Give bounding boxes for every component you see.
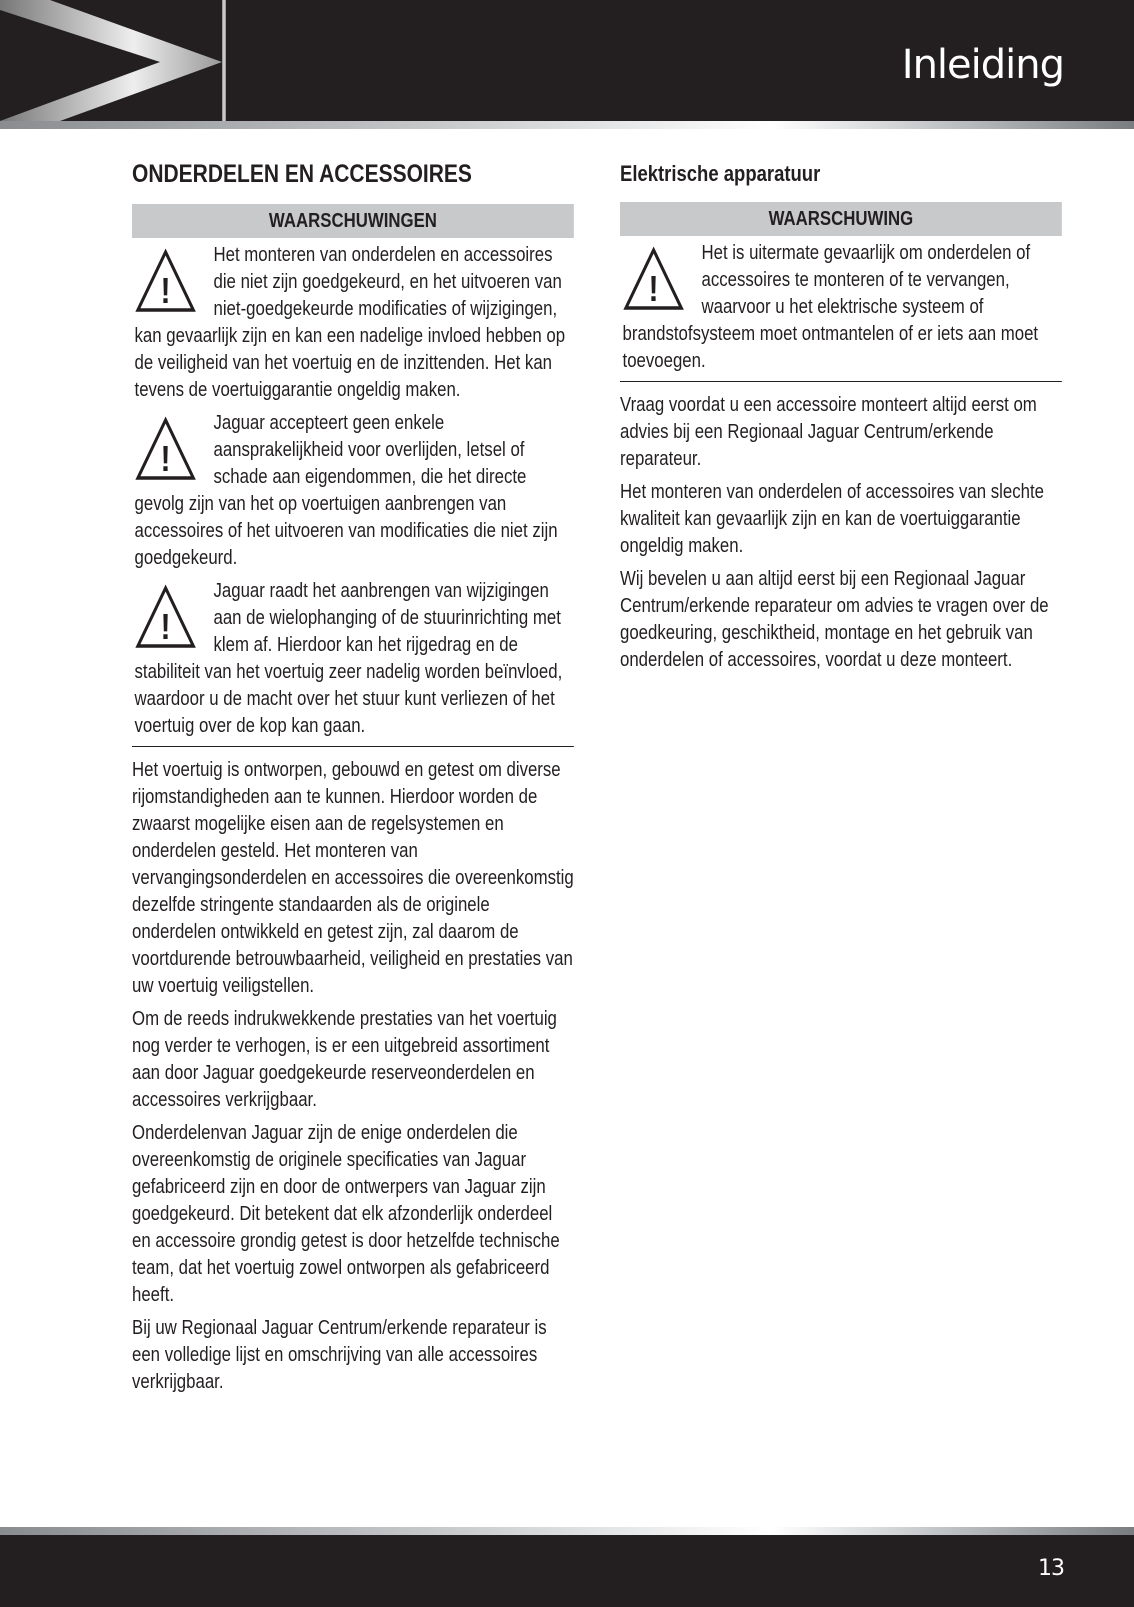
warning-triangle-icon (135, 248, 214, 314)
paragraph: Wij bevelen u aan altijd eerst bij een Regionaal Jaguar Centrum/erkende reparateur om advies te vragen over de goedkeuring, geschiktheid, montage en het gebruik van onderdelen of accessoires, voordat u deze monteert. (620, 568, 1049, 671)
warning-triangle-icon (623, 246, 702, 312)
page-number: 13 (1038, 1556, 1064, 1581)
header-divider (222, 0, 226, 121)
right-column (620, 158, 1062, 680)
left-column (132, 158, 574, 1402)
paragraph: Het monteren van onderdelen of accessoires van slechte kwaliteit kan gevaarlijk zijn en kan de voertuiggarantie ongeldig maken. (620, 481, 1044, 557)
paragraph: Bij uw Regionaal Jaguar Centrum/erkende reparateur is een volledige lijst en omschrijving van alle accessoires verkrijgbaar. (132, 1317, 547, 1393)
header-band (0, 121, 1134, 129)
warning-text: Het is uitermate gevaarlijk om onderdelen of accessoires te monteren of te vervangen, waarvoor u het elektrische systeem of brandstofsysteem moet ontmantelen of er iets aan moet toevoegen. (622, 242, 1039, 372)
warning-triangle-icon (135, 584, 214, 650)
section-title: Inleiding (901, 42, 1064, 88)
divider (132, 746, 574, 747)
svg-text:!: ! (160, 439, 171, 480)
paragraph: Vraag voordat u een accessoire monteert altijd eerst om advies bij een Regionaal Jaguar Centrum/erkende reparateur. (620, 394, 1037, 470)
svg-text:!: ! (160, 271, 171, 312)
chevron-logo-icon (0, 0, 222, 121)
divider (620, 381, 1062, 382)
svg-text:!: ! (648, 269, 659, 310)
page-footer (0, 1535, 1134, 1607)
warning-item (132, 410, 574, 572)
paragraph: Het voertuig is ontworpen, gebouwd en getest om diverse rijomstandigheden aan te kunnen. Hierdoor worden de zwaarst mogelijke eisen aan de regelsystemen en onderdelen gesteld. Het monteren van vervangingsonderdelen en accessoires die overeenkomstig dezelfde stringente standaarden als de originele onderdelen ontwikkeld en getest zijn, zal daarom de voortdurende betrouwbaarheid, veiligheid en prestaties van uw voertuig veiligstellen. (132, 759, 574, 997)
paragraph: Onderdelenvan Jaguar zijn de enige onderdelen die overeenkomstig de originele specificaties van Jaguar gefabriceerd zijn en door de ontwerpers van Jaguar zijn goedgekeurd. Dit betekent dat elk afzonderlijk onderdeel en accessoire grondig getest is door hetzelfde technische team, dat het voertuig zowel ontworpen als gefabriceerd heeft. (132, 1122, 560, 1306)
warning-triangle-icon (135, 416, 214, 482)
subsection-heading: Elektrische apparatuur (620, 161, 821, 186)
page-header (0, 0, 1134, 121)
warning-title-bar: WAARSCHUWING (620, 202, 1062, 236)
svg-text:!: ! (160, 607, 171, 648)
paragraph: Om de reeds indrukwekkende prestaties van het voertuig nog verder te verhogen, is er een uitgebreid assortiment aan door Jaguar goedgekeurde reserveonderdelen en accessoires verkrijgbaar. (132, 1008, 557, 1111)
warning-title-bar: WAARSCHUWINGEN (132, 204, 574, 238)
warning-text: Jaguar accepteert geen enkele aansprakelijkheid voor overlijden, letsel of schade aan eigendommen, die het directe gevolg zijn van het op voertuigen aanbrengen van accessoires of het uitvoeren van modificaties die niet zijn goedgekeurd. (134, 412, 558, 569)
warning-text: Het monteren van onderdelen en accessoires die niet zijn goedgekeurd, en het uitvoeren van niet-goedgekeurde modificaties of wijzigingen, kan gevaarlijk zijn en kan een nadelige invloed hebben op de veiligheid van het voertuig en de inzittenden. Het kan tevens de voertuiggarantie ongeldig maken. (134, 244, 566, 401)
footer-band (0, 1527, 1134, 1535)
warning-item (132, 242, 574, 404)
warning-item (620, 240, 1062, 375)
warning-item (132, 578, 574, 740)
section-heading: ONDERDELEN EN ACCESSOIRES (132, 160, 472, 188)
warning-text: Jaguar raadt het aanbrengen van wijzigingen aan de wielophanging of de stuurinrichting met klem af. Hierdoor kan het rijgedrag en de stabiliteit van het voertuig zeer nadelig worden beïnvloed, waardoor u de macht over het stuur kunt verliezen of het voertuig over de kop kan gaan. (134, 580, 563, 737)
